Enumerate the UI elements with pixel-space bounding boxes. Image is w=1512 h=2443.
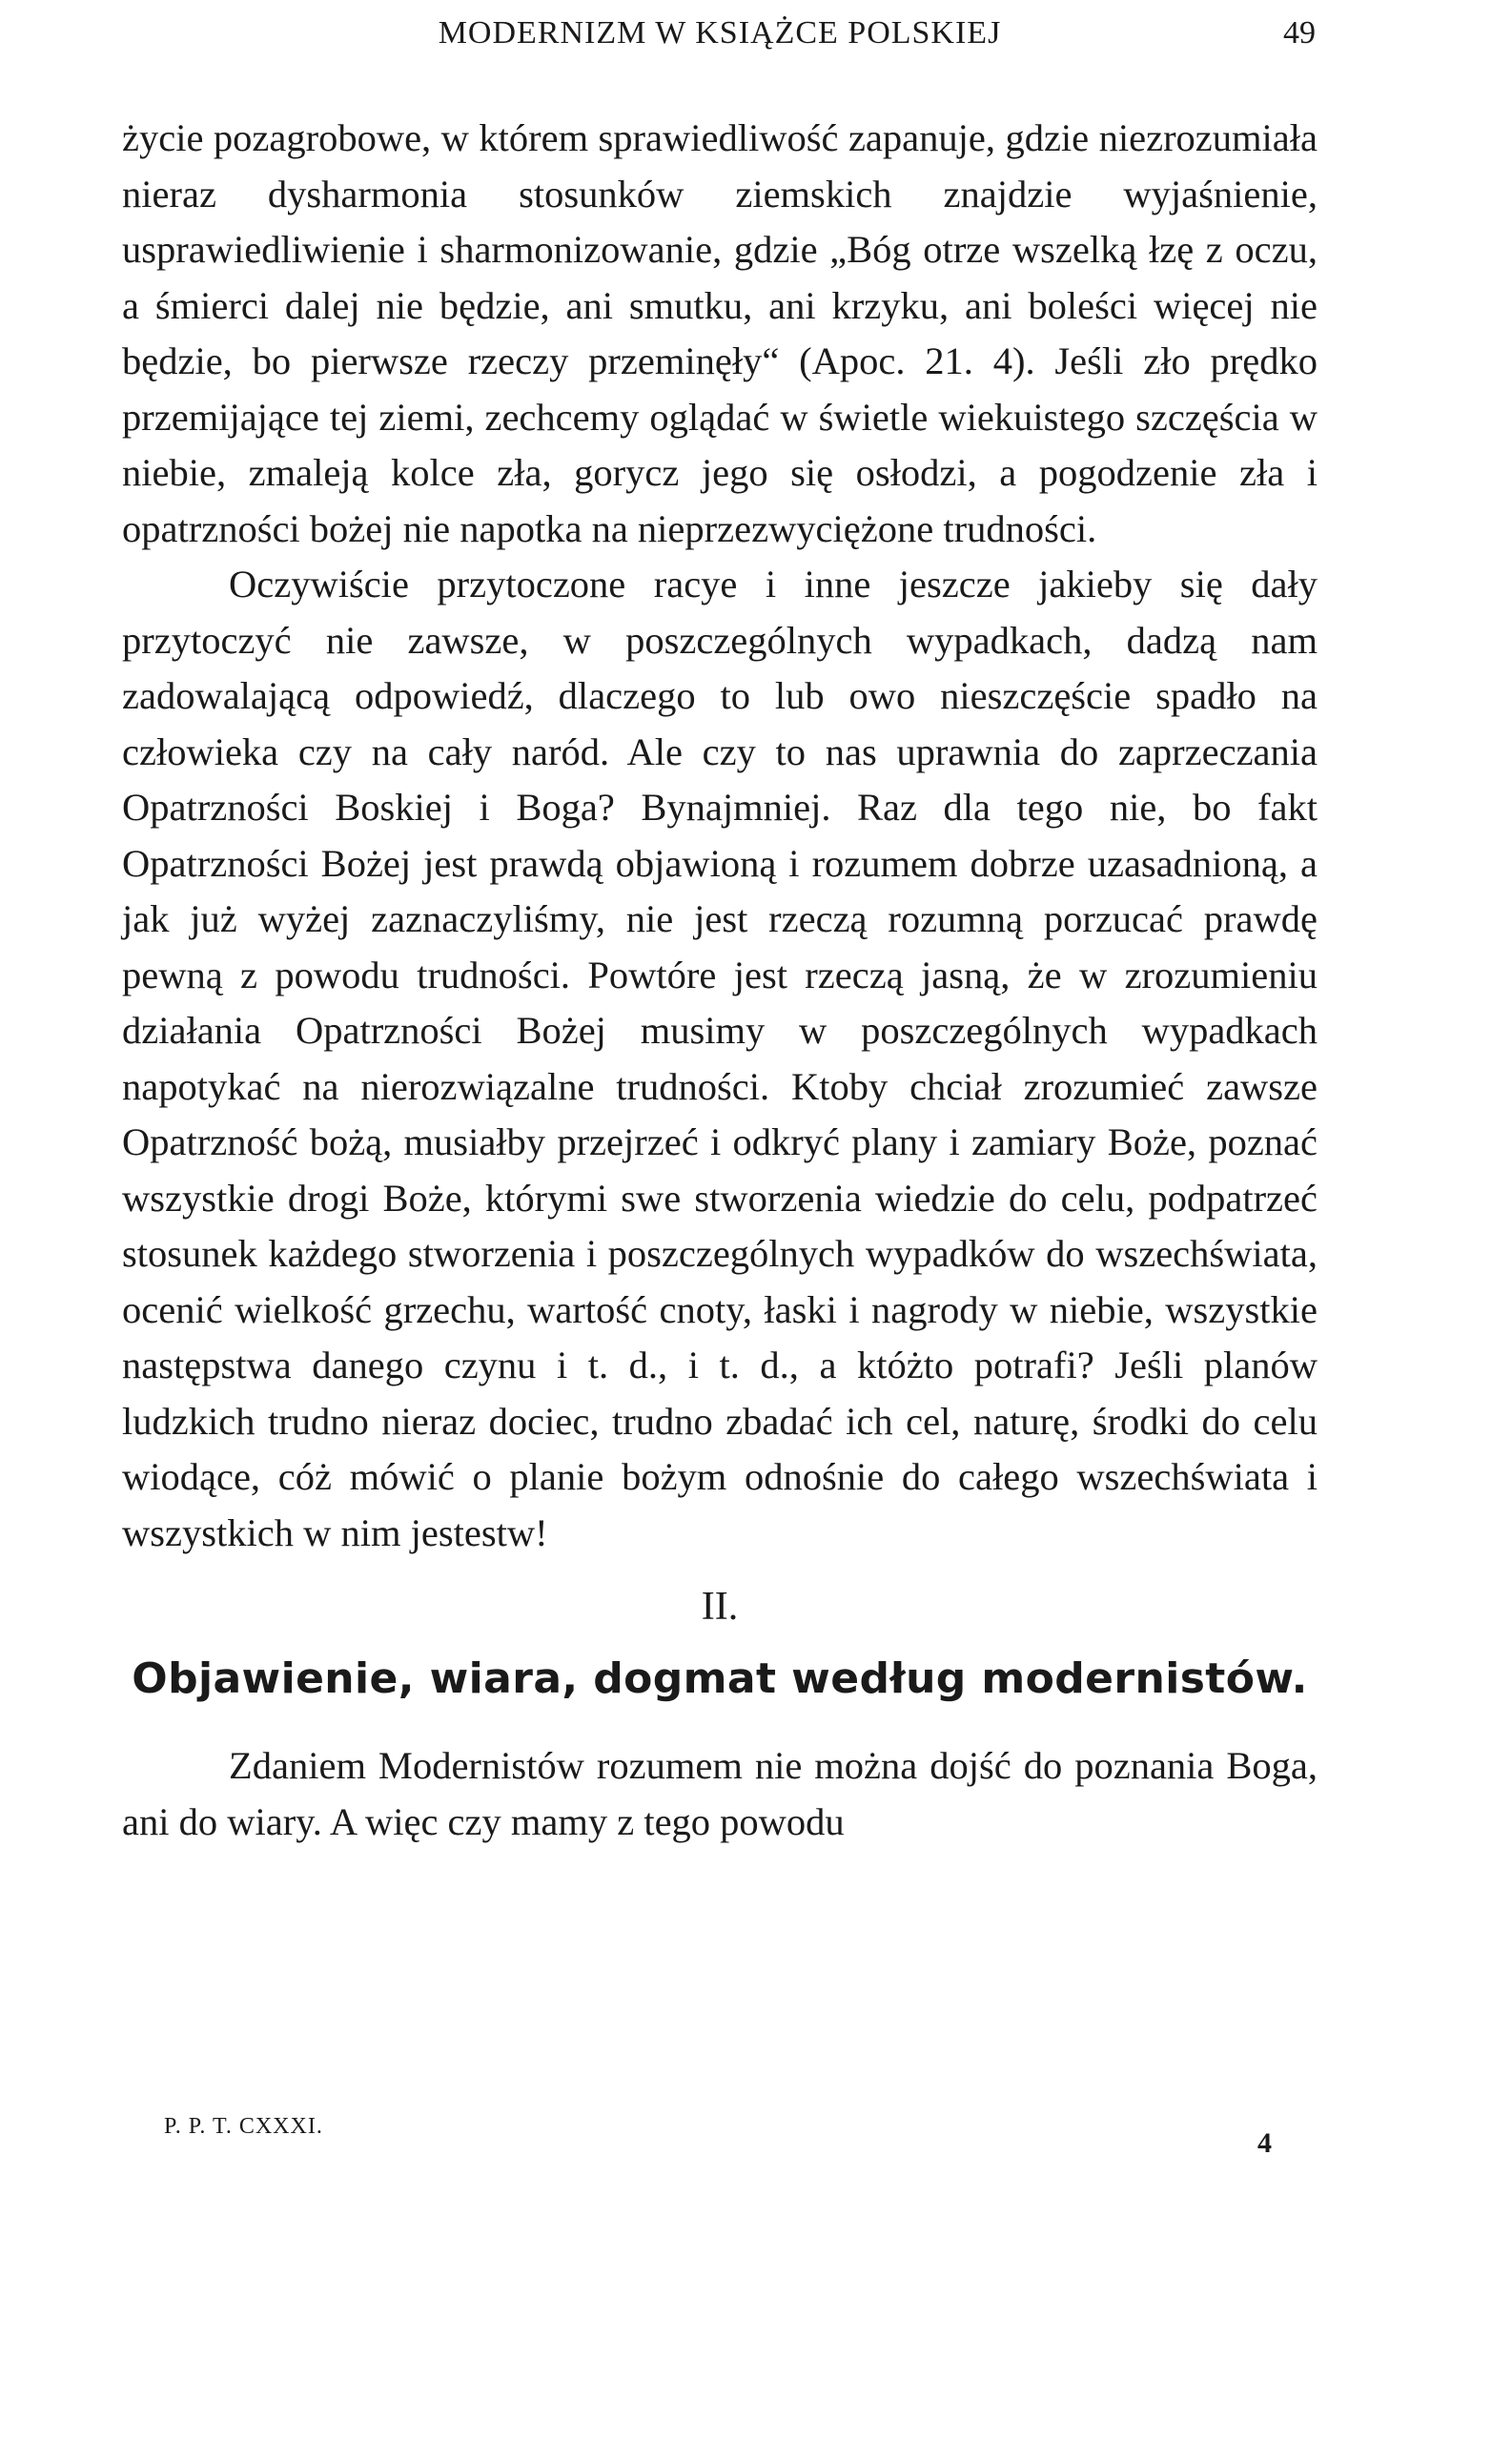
running-title: MODERNIZM W KSIĄŻCE POLSKIEJ — [438, 15, 1002, 51]
running-head — [124, 10, 1316, 57]
page-footer — [164, 2114, 1272, 2159]
page-number: 49 — [1283, 15, 1316, 51]
body-text — [122, 111, 1318, 1850]
section-number: II. — [701, 1585, 739, 1629]
paragraph-continuation: życie pozagrobowe, w którem sprawiedliwość zapanuje, gdzie niezrozumiała nieraz dysharmonia stosunków ziemskich znajdzie wyjaśnienie, usprawiedliwienie i sharmonizowanie, gdzie „Bóg otrze wszelką łzę z oczu, a śmierci dalej nie będzie, ani smutku, ani krzyku, ani boleści więcej nie będzie, bo pierwsze rzeczy przeminęły“ (Apoc. 21. 4). Jeśli zło prędko przemijające tej ziemi, zechcemy oglądać w świetle wiekuistego szczęścia w niebie, zmaleją kolce zła, gorycz jego się osłodzi, a pogodzenie zła i opatrzności bożej nie napotka na nieprzezwyciężone trudności. — [122, 116, 1318, 550]
sheet-number: 4 — [1257, 2127, 1272, 2159]
section-paragraph: Zdaniem Modernistów rozumem nie można dojść do poznania Boga, ani do wiary. A więc czy mamy z tego powodu — [122, 1744, 1318, 1843]
paragraph: Oczywiście przytoczone racye i inne jeszcze jakieby się dały przytoczyć nie zawsze, w poszczególnych wypadkach, dadzą nam zadowalającą odpowiedź, dlaczego to lub owo nieszczęście spadło na człowieka czy na cały naród. Ale czy to nas uprawnia do zaprzeczania Opatrzności Boskiej i Boga? Bynajmniej. Raz dla tego nie, bo fakt Opatrzności Bożej jest prawdą objawioną i rozumem dobrze uzasadnioną, a jak już wyżej zaznaczyliśmy, nie jest rzeczą rozumną porzucać prawdę pewną z powodu trudności. Powtóre jest rzeczą jasną, że w zrozumieniu działania Opatrzności Bożej musimy w poszczególnych wypadkach napotykać na nierozwiązalne trudności. Ktoby chciał zrozumieć zawsze Opatrzność bożą, musiałby przejrzeć i odkryć plany i zamiary Boże, poznać wszystkie drogi Boże, którymi swe stworzenia wiedzie do celu, podpatrzeć stosunek każdego stworzenia i poszczególnych wypadków do wszechświata, ocenić wielkość grzechu, wartość cnoty, łaski i nagrody w niebie, wszystkie następstwa danego czynu i t. d., i t. d., a któżto potrafi? Jeśli planów ludzkich trudno nieraz dociec, trudno zbadać ich cel, naturę, środki do celu wiodące, cóż mówić o planie bożym odnośnie do całego wszechświata i wszystkich w nim jestestw! — [122, 563, 1318, 1554]
signature-mark: P. P. T. CXXXI. — [164, 2114, 323, 2139]
section-title: Objawienie, wiara, dogmat według modernistów. — [132, 1654, 1308, 1703]
